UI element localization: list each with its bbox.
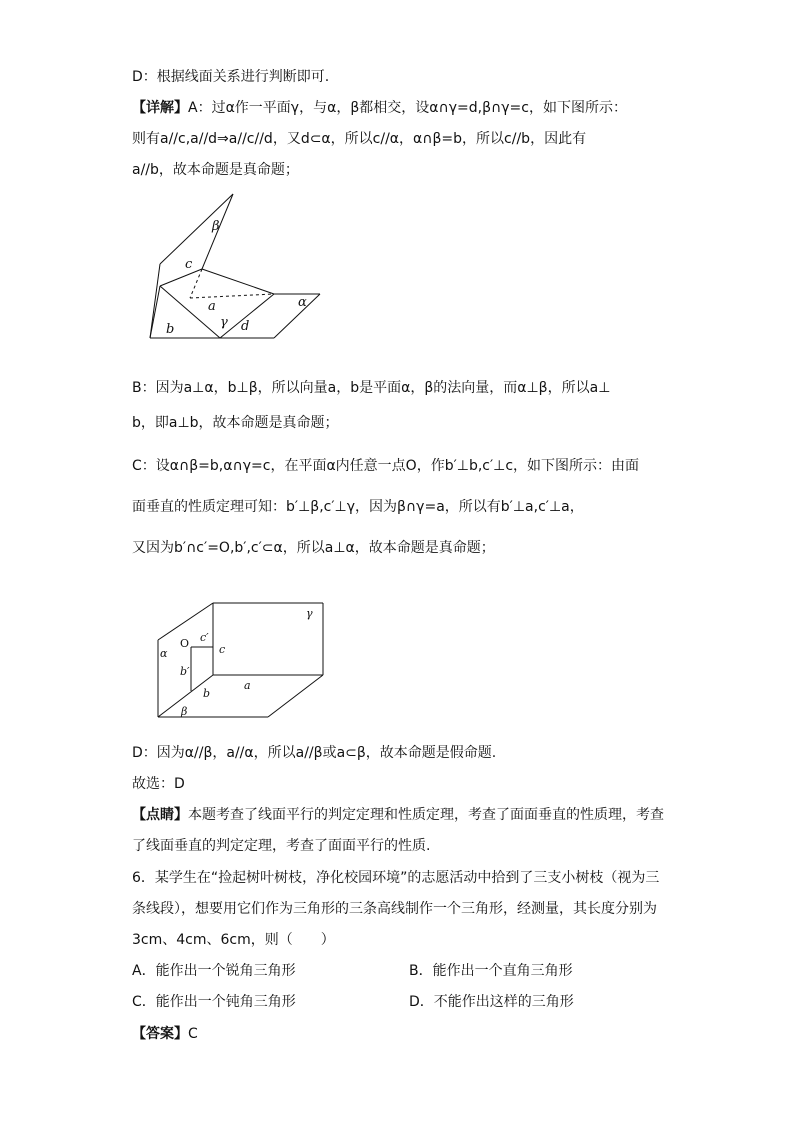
detail-line-1 [132, 98, 627, 118]
comment-line-2: 了线面垂直的判定定理，考查了面面平行的性质. [132, 838, 431, 854]
line-c-2: 面垂直的性质定理可知：b′⊥β,c′⊥γ，因为β∩γ=a，所以有b′⊥a,c′⊥a， [132, 499, 584, 515]
label-bprime: b′ [180, 665, 190, 678]
detail-tag: 【详解】 [132, 100, 188, 116]
line-b-1: B：因为a⊥α，b⊥β，所以向量a，b是平面α，β的法向量，而α⊥β，所以a⊥ [132, 380, 611, 396]
detail-text: A：过α作一平面γ，与α，β都相交，设α∩γ=d,β∩γ=c，如下图所示： [188, 100, 627, 116]
question-6-line-3: 3cm、4cm、6cm，则（ ） [132, 932, 335, 948]
label-cprime: c′ [200, 631, 209, 644]
figure-planes-1 [140, 190, 340, 350]
line-d-hint: D：根据线面关系进行判断即可. [132, 69, 330, 85]
label-alpha: α [298, 295, 307, 310]
answer-value: C [188, 1026, 198, 1042]
detail-line-2: 则有a//c,a//d⇒a//c//d，又d⊂α，所以c//α，α∩β=b，所以c//b，因此有 [132, 131, 587, 147]
option-a: A．能作出一个锐角三角形 [132, 963, 296, 979]
label-b-2: b [203, 687, 211, 700]
option-b: B．能作出一个直角三角形 [409, 963, 573, 979]
question-6-line-1: 6．某学生在“捡起树叶树枝，净化校园环境”的志愿活动中拾到了三支小树枝（视为三 [132, 870, 660, 886]
line-b-2: b，即a⊥b，故本命题是真命题； [132, 415, 339, 431]
comment-text: 本题考查了线面平行的判定定理和性质定理，考查了面面垂直的性质理，考查 [188, 807, 664, 823]
label-alpha-2: α [160, 647, 168, 660]
label-c-2: c [219, 643, 226, 656]
detail-line-3: a//b，故本命题是真命题； [132, 162, 299, 178]
line-d-1: D：因为α//β，a//α，所以a//β或a⊂β，故本命题是假命题. [132, 745, 497, 761]
label-a: a [208, 299, 216, 314]
option-d: D．不能作出这样的三角形 [409, 994, 574, 1010]
comment-line-1 [132, 805, 664, 825]
question-6-line-2: 条线段），想要用它们作为三角形的三条高线制作一个三角形，经测量，其长度分别为 [132, 901, 657, 917]
label-gamma-2: γ [306, 607, 313, 620]
label-O: O [180, 637, 190, 650]
line-c-3: 又因为b′∩c′=O,b′,c′⊂α，所以a⊥α，故本命题是真命题； [132, 540, 495, 556]
comment-tag: 【点睛】 [132, 807, 188, 823]
line-choice: 故选：D [132, 776, 185, 792]
option-c: C．能作出一个钝角三角形 [132, 994, 296, 1010]
label-a-2: a [244, 679, 251, 692]
answer-tag: 【答案】 [132, 1026, 188, 1042]
label-b: b [166, 322, 175, 337]
label-d: d [241, 319, 250, 334]
label-beta: β [212, 219, 220, 234]
label-gamma: γ [220, 315, 228, 330]
line-c-1: C：设α∩β=b,α∩γ=c，在平面α内任意一点O，作b′⊥b,c′⊥c，如下图所示：由面 [132, 458, 640, 474]
label-beta-2: β [181, 705, 188, 718]
answer-line [132, 1024, 198, 1044]
label-c: c [185, 257, 193, 272]
figure-planes-2 [148, 595, 333, 725]
